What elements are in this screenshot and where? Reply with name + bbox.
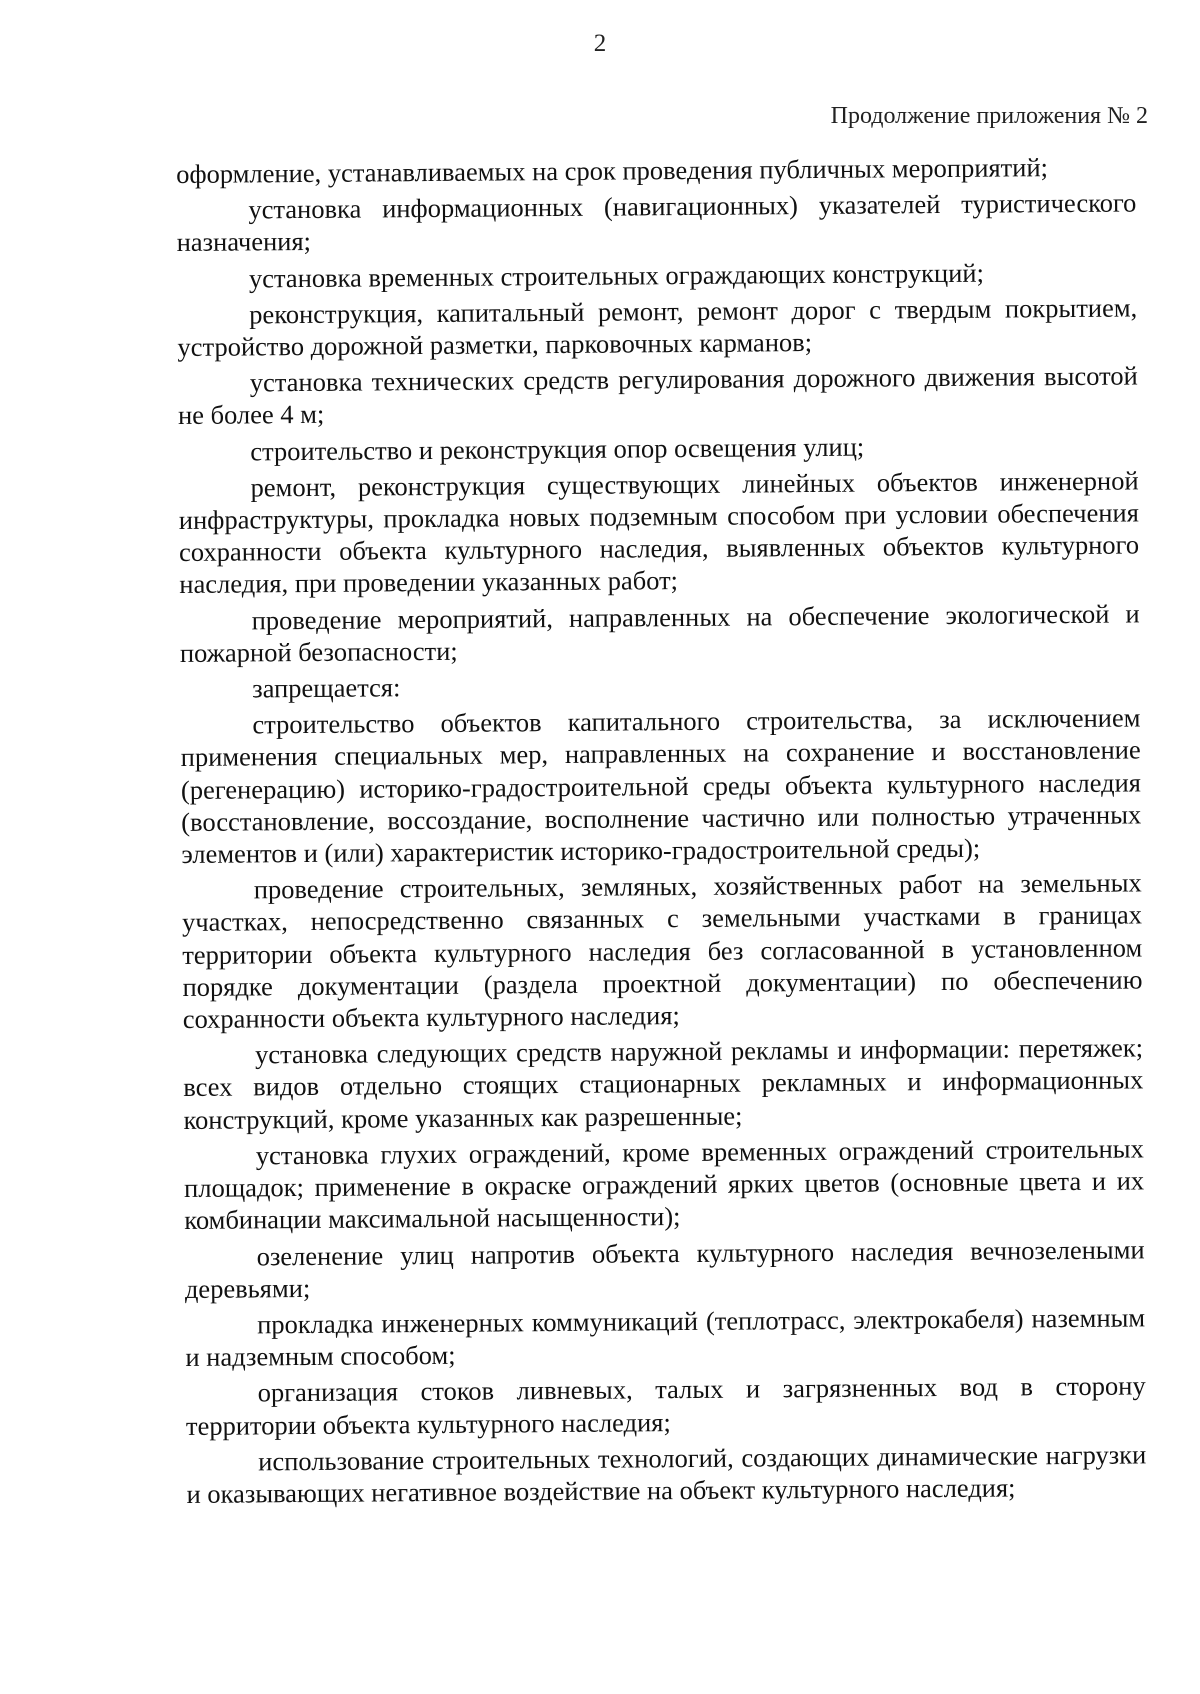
paragraph: установка глухих ограждений, кроме временных ограждений строительных площадок; применение в окраске ограждений ярких цветов (основные цвета и их комбинации максимальной насыщенности); [183,1133,1145,1236]
paragraph: установка следующих средств наружной рекламы и информации: перетяжек; всех видов отдельно стоящих стационарных рекламных и информационных конструкций, кроме указанных как разрешенные; [183,1032,1144,1135]
paragraph: строительство и реконструкция опор освещения улиц; [250,431,865,467]
appendix-continuation-label: Продолжение приложения № 2 [830,103,1148,129]
paragraph: установка технических средств регулирования дорожного движения высотой не более 4 м; [177,360,1138,431]
paragraph: проведение строительных, земляных, хозяйственных работ на земельных участках, непосредственно связанных с земельными участками в границах территории объекта культурного наследия без согласованной в установленном порядке документации (раздела проектной документации) по обеспечению сохранности объекта культурного наследия; [181,867,1143,1035]
paragraph: реконструкция, капитальный ремонт, ремонт дорог с твердым покрытием, устройство дорожной разметки, парковочных карманов; [177,292,1138,363]
paragraph: использование строительных технологий, создающих динамические нагрузки и оказывающих негативное воздействие на объект культурного наследия; [186,1439,1147,1509]
paragraph: озеленение улиц напротив объекта культурного наследия вечнозелеными деревьями; [184,1233,1145,1304]
paragraph: проведение мероприятий, направленных на обеспечение экологической и пожарной безопасности; [179,598,1140,668]
document-body [176,150,1147,1510]
paragraph: прокладка инженерных коммуникаций (теплотрасс, электрокабеля) наземным и надземным способом; [185,1302,1146,1373]
paragraph: организация стоков ливневых, талых и загрязненных вод в сторону территории объекта культурного наследия; [185,1370,1146,1441]
paragraph: установка временных строительных ограждающих конструкций; [248,257,984,294]
paragraph: запрещается: [252,672,401,704]
page-number: 2 [593,30,607,57]
paragraph: установка информационных (навигационных) указателей туристического назначения; [176,187,1137,258]
paragraph: строительство объектов капитального строительства, за исключением применения специальных мер, направленных на сохранение и восстановление (регенерацию) историко-градостроительной среды объекта культурного наследия (восстановление, воссоздание, восполнение частично или полностью утраченных элементов и (или) характеристик историко-градостроительной среды); [180,702,1142,870]
paragraph: ремонт, реконструкция существующих линейных объектов инженерной инфраструктуры, прокладка новых подземным способом при условии обеспечения сохранности объекта культурного наследия, выявленных объектов культурного наследия, при проведении указанных работ; [178,465,1140,600]
paragraph: оформление, устанавливаемых на срок проведения публичных мероприятий; [176,152,1049,189]
